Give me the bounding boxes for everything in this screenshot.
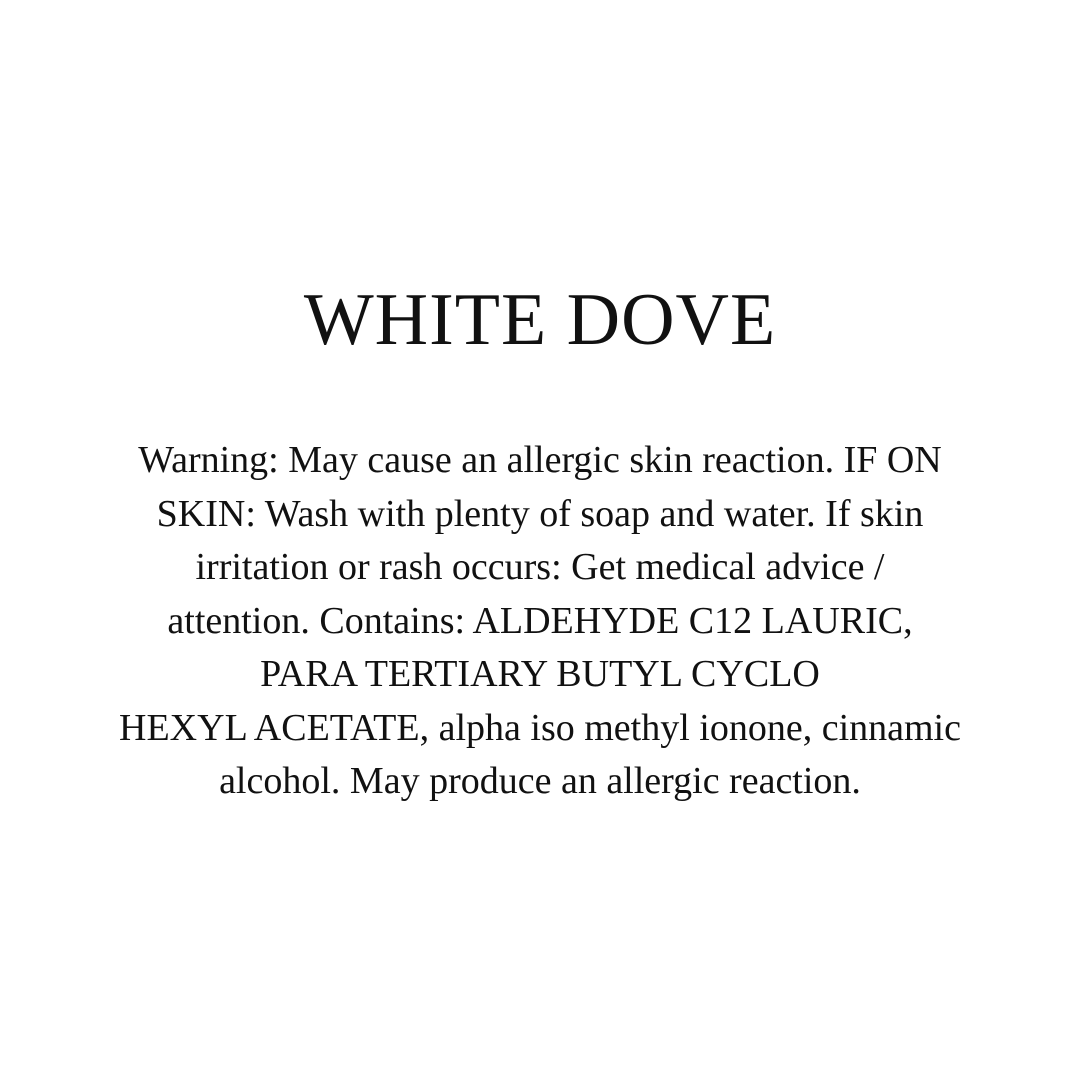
warning-line: PARA TERTIARY BUTYL CYCLO — [260, 653, 820, 695]
warning-line: SKIN: Wash with plenty of soap and water. If skin — [156, 492, 924, 535]
warning-text-block — [60, 434, 1020, 809]
warning-line: HEXYL ACETATE, alpha iso methyl ionone, cinnamic — [119, 706, 961, 749]
warning-line: irritation or rash occurs: Get medical advice / — [195, 546, 885, 588]
warning-line: attention. Contains: ALDEHYDE C12 LAURIC, — [167, 599, 913, 642]
product-title: WHITE DOVE — [303, 279, 777, 361]
warning-line: Warning: May cause an allergic skin reaction. IF ON — [138, 439, 942, 481]
warning-line: alcohol. May produce an allergic reaction. — [219, 760, 861, 802]
